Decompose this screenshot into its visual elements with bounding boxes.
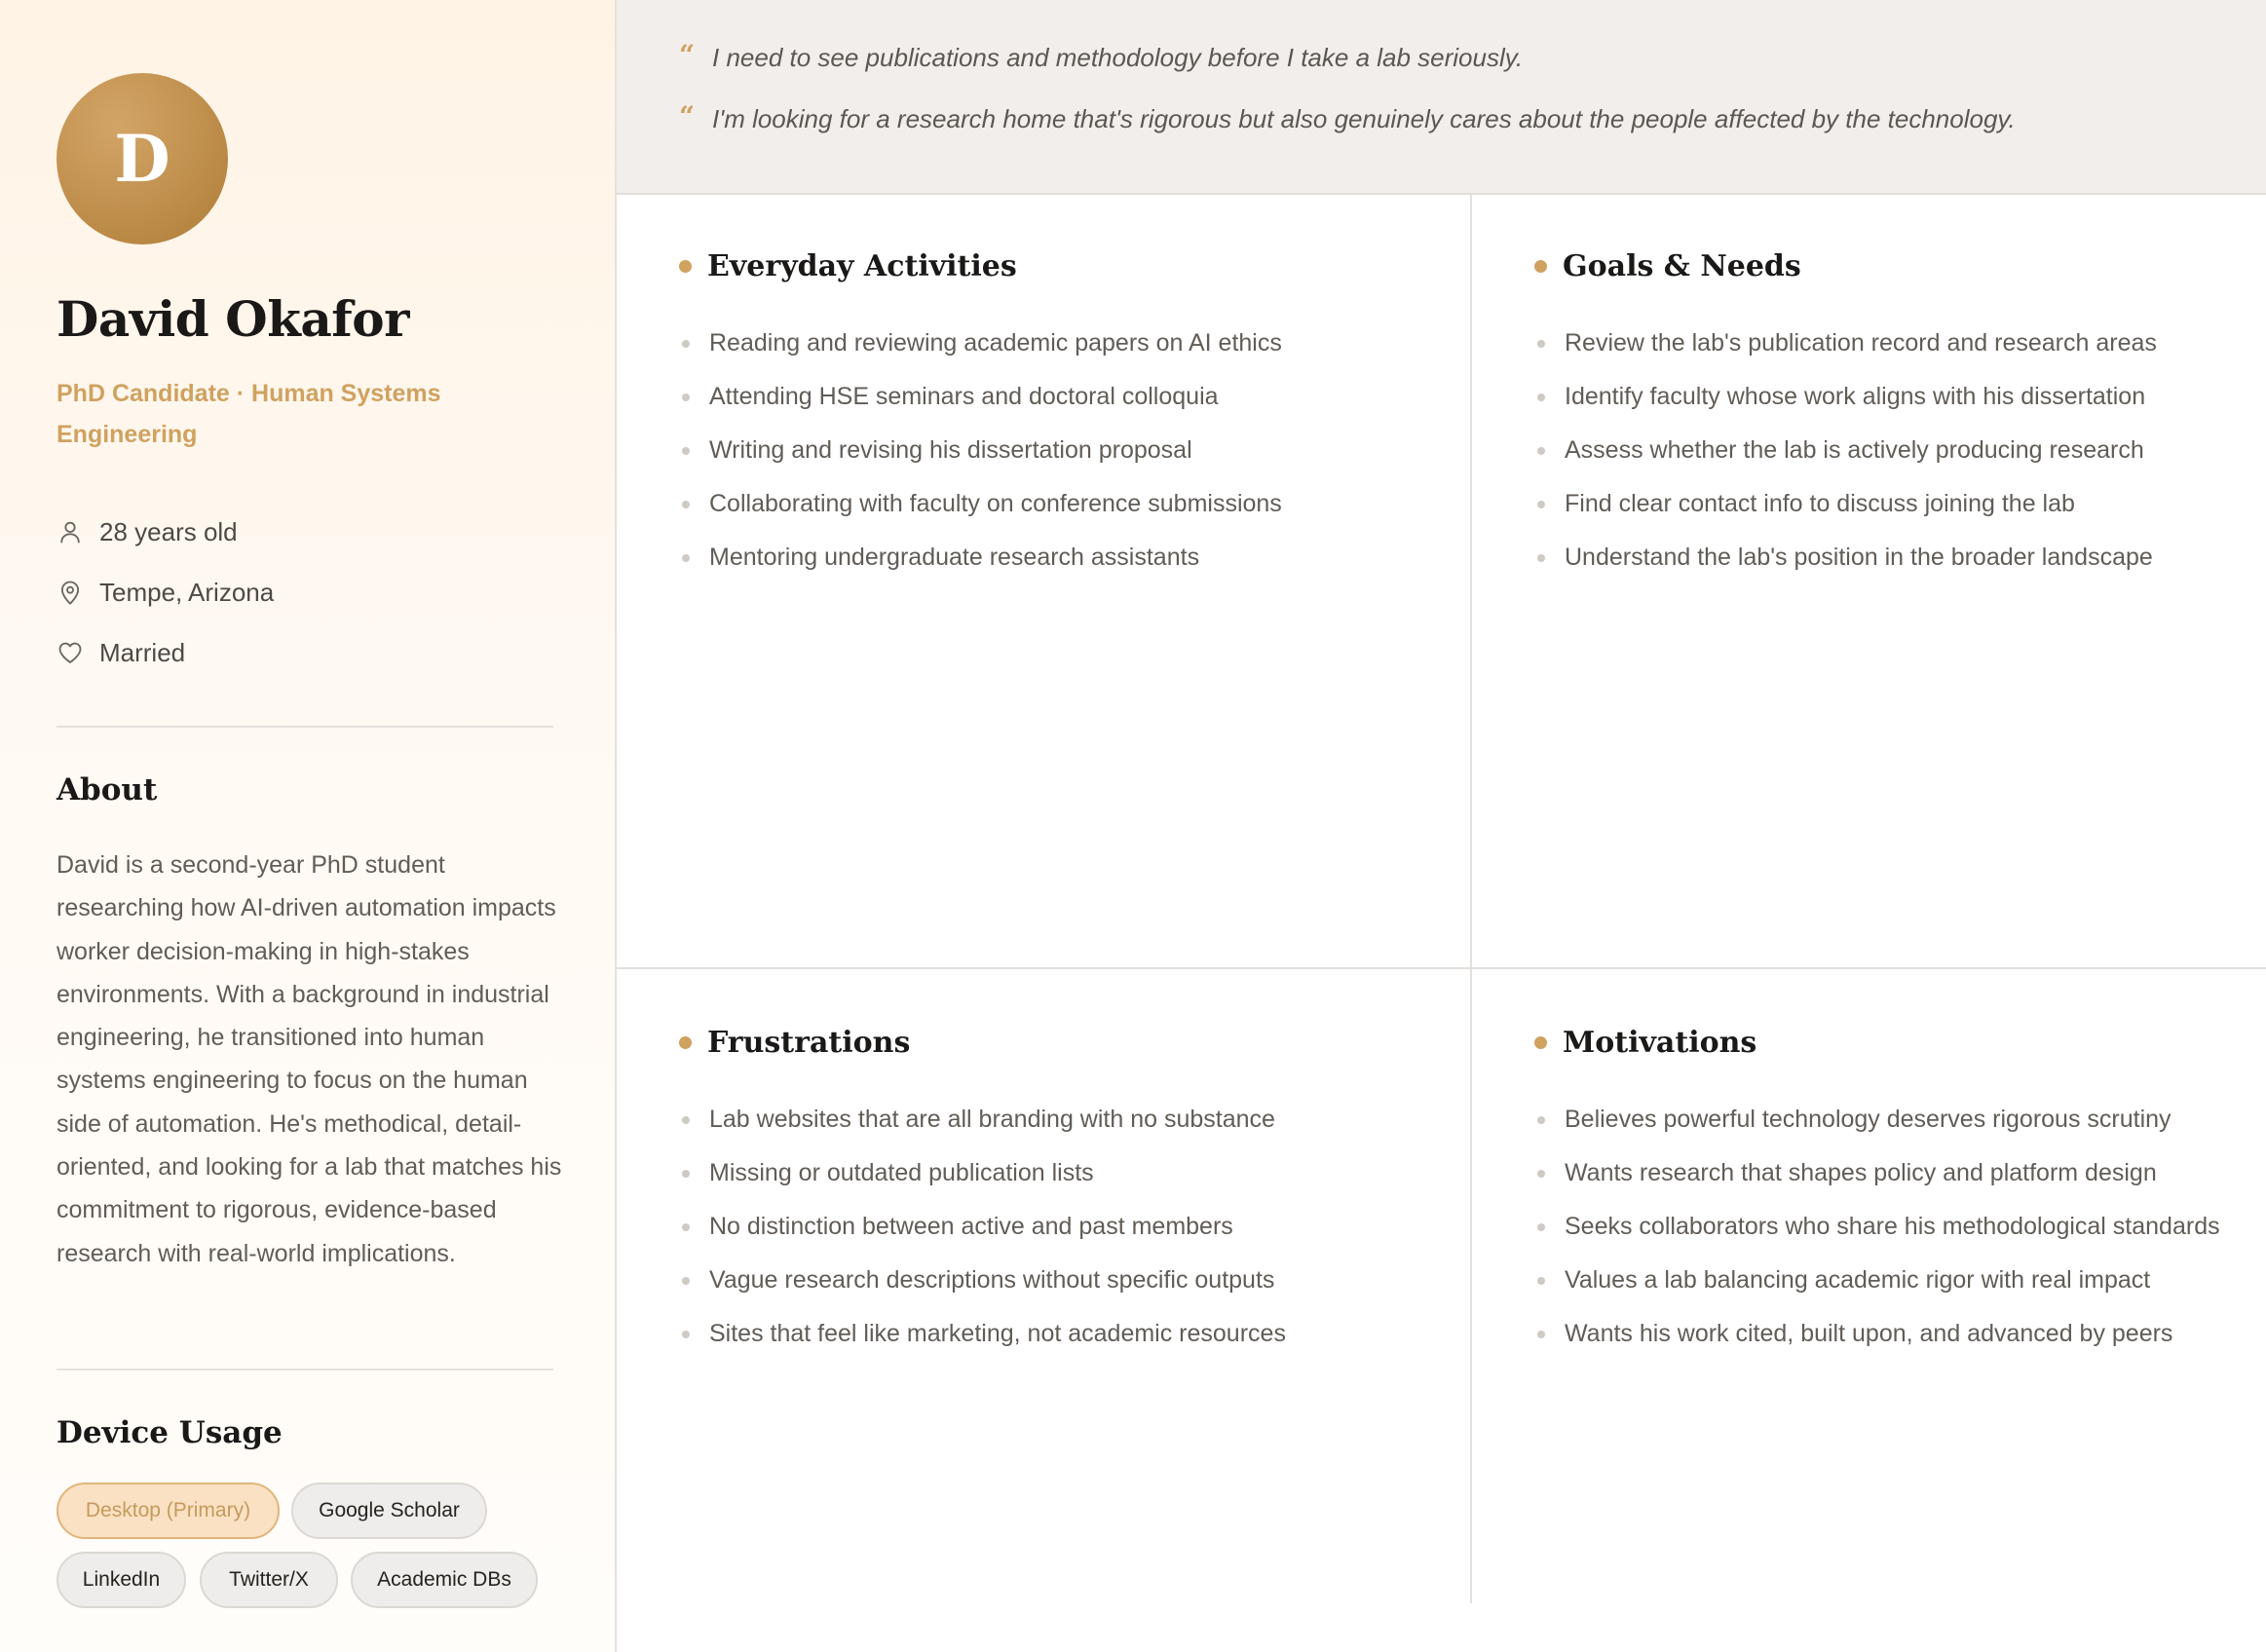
chip-twitter: Twitter/X <box>200 1552 338 1608</box>
fact-label: 28 years old <box>99 516 238 546</box>
list-item-text: Lab websites that are all branding with no substance <box>709 1106 1275 1133</box>
bullet-icon <box>1537 1277 1545 1285</box>
fact-marital-status <box>57 622 274 683</box>
list-item <box>1534 370 2157 424</box>
list-item <box>1534 1200 2220 1254</box>
list-item-text: Find clear contact info to discuss joining the lab <box>1565 490 2075 517</box>
persona-name: David Okafor <box>57 290 409 348</box>
list-item-text: Mentoring undergraduate research assistants <box>709 544 1200 571</box>
quote <box>679 100 2016 134</box>
bullet-icon <box>1537 340 1545 348</box>
fact-label: Married <box>99 637 186 667</box>
panel-motivations <box>1534 1021 2220 1361</box>
list-item <box>679 424 1282 477</box>
device-usage-heading: Device Usage <box>57 1415 283 1450</box>
list-item-text: Assess whether the lab is actively producing research <box>1565 436 2144 464</box>
chip-linkedin: LinkedIn <box>57 1552 186 1608</box>
chip-google-scholar: Google Scholar <box>291 1483 487 1539</box>
quote <box>679 39 1524 73</box>
persona-sidebar <box>0 0 617 1652</box>
panel-title: Everyday Activities <box>707 248 1017 283</box>
bullet-icon <box>1537 1223 1545 1231</box>
list-item-text: Understand the lab's position in the broader landscape <box>1565 544 2153 571</box>
list-item-text: Seeks collaborators who share his methodological standards <box>1565 1213 2220 1240</box>
bullet-icon <box>1537 554 1545 562</box>
panel-header <box>679 244 1282 287</box>
list-item <box>679 477 1282 531</box>
panel-list <box>679 317 1282 584</box>
panel-header <box>679 1021 1286 1064</box>
bullet-icon <box>682 501 690 508</box>
bullet-icon <box>1537 394 1545 401</box>
quote-mark-icon: “ <box>679 100 696 132</box>
panel-goals-needs <box>1534 244 2157 584</box>
list-item <box>1534 1254 2220 1307</box>
list-item <box>679 1093 1286 1146</box>
avatar <box>57 73 228 244</box>
list-item-text: Attending HSE seminars and doctoral colloquia <box>709 383 1219 410</box>
dot-icon <box>679 1036 692 1049</box>
list-item-text: Review the lab's publication record and research areas <box>1565 329 2157 357</box>
panel-title: Motivations <box>1563 1025 1757 1060</box>
divider <box>57 1369 553 1370</box>
dot-icon <box>1534 260 1547 273</box>
list-item-text: Missing or outdated publication lists <box>709 1159 1094 1186</box>
fact-location <box>57 562 274 622</box>
panel-title: Frustrations <box>707 1025 911 1060</box>
avatar-initial: D <box>114 121 170 197</box>
list-item <box>679 1146 1286 1200</box>
fact-label: Tempe, Arizona <box>99 577 275 607</box>
location-pin-icon <box>57 579 84 606</box>
panel-header <box>1534 1021 2220 1064</box>
quote-text: I need to see publications and methodology before I take a lab seriously. <box>712 43 1524 72</box>
list-item <box>679 1254 1286 1307</box>
divider <box>57 726 553 728</box>
list-item-text: Sites that feel like marketing, not academic resources <box>709 1320 1286 1347</box>
panel-header <box>1534 244 2157 287</box>
bullet-icon <box>1537 501 1545 508</box>
fact-age <box>57 502 274 562</box>
grid-divider-horizontal <box>617 967 2266 969</box>
bullet-icon <box>682 1116 690 1124</box>
list-item-text: Wants his work cited, built upon, and advanced by peers <box>1565 1320 2173 1347</box>
chip-academic-dbs: Academic DBs <box>351 1552 538 1608</box>
list-item-text: Writing and revising his dissertation proposal <box>709 436 1192 464</box>
list-item <box>1534 1093 2220 1146</box>
list-item <box>1534 1307 2220 1361</box>
chip-desktop: Desktop (Primary) <box>57 1483 280 1539</box>
bullet-icon <box>1537 447 1545 455</box>
about-heading: About <box>57 772 158 807</box>
panel-everyday-activities <box>679 244 1282 584</box>
quote-text: I'm looking for a research home that's rigorous but also genuinely cares about the people affected by the technology. <box>712 104 2016 133</box>
bullet-icon <box>682 340 690 348</box>
bullet-icon <box>682 1277 690 1285</box>
bullet-icon <box>1537 1170 1545 1178</box>
bullet-icon <box>682 447 690 455</box>
panel-frustrations <box>679 1021 1286 1361</box>
dot-icon <box>679 260 692 273</box>
list-item-text: No distinction between active and past members <box>709 1213 1233 1240</box>
bullet-icon <box>1537 1331 1545 1338</box>
list-item <box>679 1307 1286 1361</box>
panel-list <box>679 1093 1286 1361</box>
list-item-text: Vague research descriptions without specific outputs <box>709 1266 1275 1294</box>
list-item <box>1534 424 2157 477</box>
quotes-band <box>617 0 2266 195</box>
list-item-text: Believes powerful technology deserves rigorous scrutiny <box>1565 1106 2172 1133</box>
bullet-icon <box>682 554 690 562</box>
list-item <box>679 317 1282 370</box>
list-item-text: Identify faculty whose work aligns with his dissertation <box>1565 383 2146 410</box>
bullet-icon <box>682 1331 690 1338</box>
panel-list <box>1534 317 2157 584</box>
panel-title: Goals & Needs <box>1563 248 1801 283</box>
persona-role: PhD Candidate · Human Systems Engineering <box>57 380 441 448</box>
list-item <box>1534 531 2157 584</box>
list-item-text: Wants research that shapes policy and platform design <box>1565 1159 2157 1186</box>
bullet-icon <box>682 1223 690 1231</box>
panel-list <box>1534 1093 2220 1361</box>
list-item <box>1534 477 2157 531</box>
about-text: David is a second-year PhD student researching how AI-driven automation impacts worker decision-making in high-stakes environments. With a background in industrial engineering, he transitioned into human systems engineering to focus on the human side of automation. He's methodical, detail-oriented, and looking for a lab that matches his commitment to rigorous, evidence-based research with real-world implications. <box>57 851 562 1267</box>
list-item-text: Values a lab balancing academic rigor with real impact <box>1565 1266 2151 1294</box>
list-item <box>679 370 1282 424</box>
list-item <box>1534 1146 2220 1200</box>
quote-mark-icon: “ <box>679 39 696 71</box>
bullet-icon <box>682 394 690 401</box>
list-item <box>679 531 1282 584</box>
person-icon <box>57 518 84 545</box>
bullet-icon <box>682 1170 690 1178</box>
list-item-text: Collaborating with faculty on conference submissions <box>709 490 1282 517</box>
grid-divider-vertical <box>1470 195 1472 1603</box>
dot-icon <box>1534 1036 1547 1049</box>
list-item <box>679 1200 1286 1254</box>
persona-facts <box>57 502 274 683</box>
list-item-text: Reading and reviewing academic papers on AI ethics <box>709 329 1282 357</box>
heart-icon <box>57 639 84 666</box>
list-item <box>1534 317 2157 370</box>
bullet-icon <box>1537 1116 1545 1124</box>
